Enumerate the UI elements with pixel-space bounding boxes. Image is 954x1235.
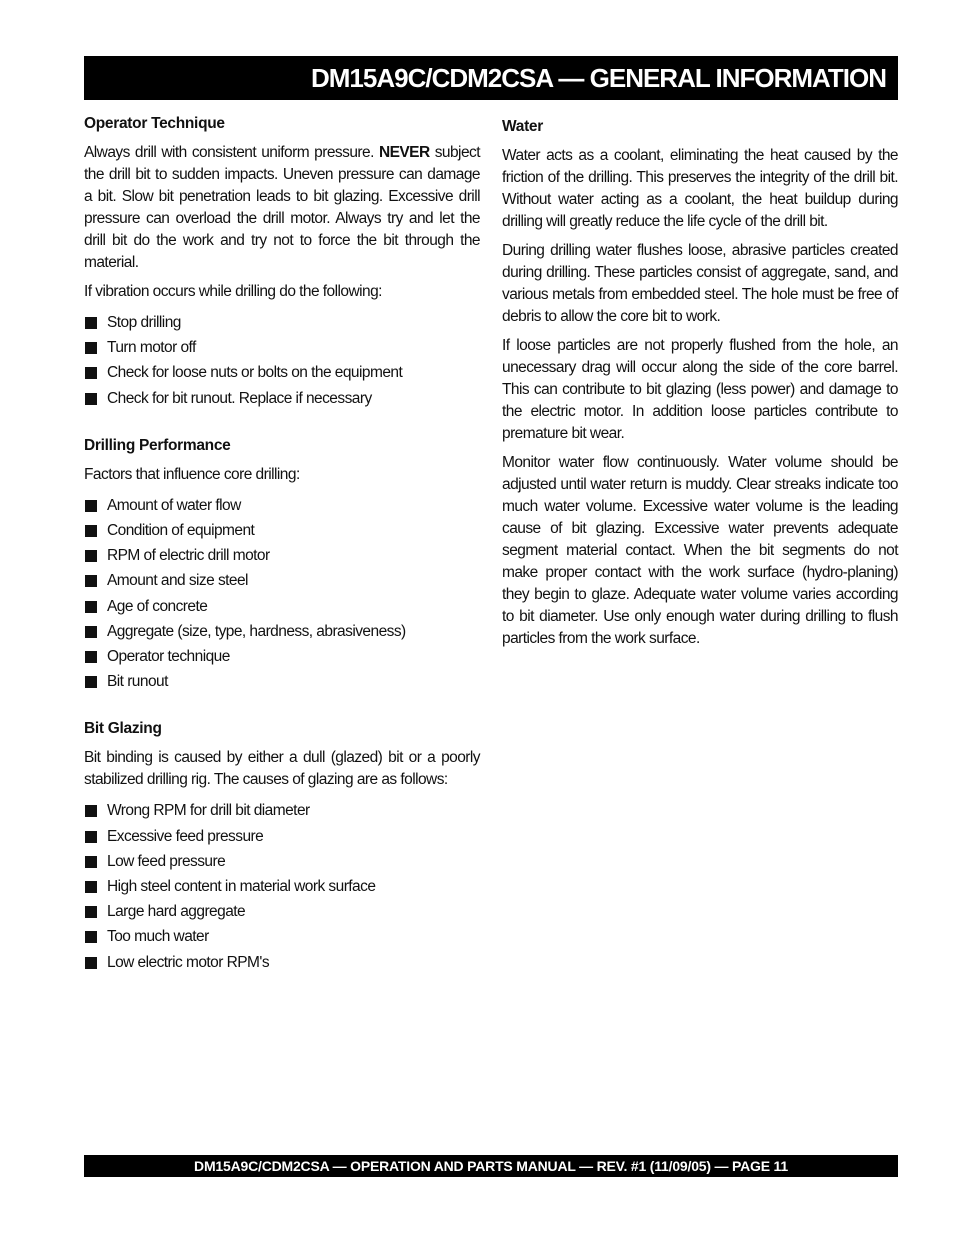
- list-item-text: Turn motor off: [107, 339, 196, 357]
- square-bullet-icon: [85, 805, 97, 817]
- list-item-text: Age of concrete: [107, 597, 208, 615]
- square-bullet-icon: [85, 550, 97, 562]
- list-item-text: Wrong RPM for drill bit diameter: [107, 802, 310, 820]
- page-footer: [84, 1155, 898, 1177]
- list-item-text: Check for loose nuts or bolts on the equipment: [107, 364, 403, 382]
- list-item: [84, 849, 480, 874]
- left-column: [84, 114, 480, 975]
- square-bullet-icon: [85, 317, 97, 329]
- list-item: [84, 874, 480, 899]
- list-item: [84, 543, 480, 568]
- list-item: [84, 568, 480, 593]
- list-item-text: Excessive feed pressure: [107, 827, 264, 845]
- list-item: [84, 594, 480, 619]
- list-item: [84, 518, 480, 543]
- square-bullet-icon: [85, 856, 97, 868]
- square-bullet-icon: [85, 575, 97, 587]
- section-operator-technique: [84, 114, 480, 411]
- list-item-text: Aggregate (size, type, hardness, abrasiveness): [107, 622, 406, 640]
- paragraph: During drilling water flushes loose, abrasive particles created during drilling. These particles consist of aggregate, sand, and various metals from embedded steel. The hole must be free of debris to allow the core bit to work.: [502, 242, 898, 325]
- square-bullet-icon: [85, 957, 97, 969]
- section-heading: Water: [502, 118, 543, 135]
- list-item-text: Amount and size steel: [107, 572, 248, 590]
- paragraph: [84, 142, 480, 274]
- list-item: [84, 644, 480, 669]
- list-item: [84, 669, 480, 694]
- section-heading: Drilling Performance: [84, 436, 231, 454]
- list-item: [84, 619, 480, 644]
- list-item-text: High steel content in material work surface: [107, 878, 376, 896]
- square-bullet-icon: [85, 525, 97, 537]
- list-item-text: Bit runout: [107, 673, 168, 691]
- section-heading: Operator Technique: [84, 115, 225, 132]
- emphasis-never: NEVER: [378, 144, 430, 161]
- paragraph: Water acts as a coolant, eliminating the heat caused by the friction of the drilling. This preserves the integrity of the drill bit. Without water acting as a coolant, the heat buildup during drilling will greatly reduce the life cycle of the drill bit.: [502, 147, 898, 230]
- bullet-list: [84, 310, 480, 411]
- list-item-text: Check for bit runout. Replace if necessary: [107, 389, 372, 407]
- square-bullet-icon: [85, 342, 97, 354]
- list-item: [84, 950, 480, 975]
- square-bullet-icon: [85, 931, 97, 943]
- section-heading: Bit Glazing: [84, 720, 162, 738]
- list-item-text: Large hard aggregate: [107, 903, 246, 921]
- list-item-text: Operator technique: [107, 648, 230, 666]
- right-column: [502, 117, 898, 657]
- square-bullet-icon: [85, 651, 97, 663]
- page-header: [84, 56, 898, 100]
- list-item: [84, 386, 480, 411]
- square-bullet-icon: [85, 367, 97, 379]
- list-item-text: RPM of electric drill motor: [107, 547, 270, 565]
- paragraph-text: Always drill with consistent uniform pressure.: [84, 144, 374, 161]
- list-item: [84, 824, 480, 849]
- square-bullet-icon: [85, 676, 97, 688]
- square-bullet-icon: [85, 626, 97, 638]
- section-drilling-performance: [84, 436, 480, 695]
- list-item-text: Low electric motor RPM's: [107, 953, 270, 971]
- section-bit-glazing: [84, 719, 480, 974]
- paragraph: If vibration occurs while drilling do the following:: [84, 283, 382, 300]
- paragraph-text: subject the drill bit to sudden impacts. Uneven pressure can damage a bit. Slow bit penetration leads to bit glazing. Excessive drill pressure can overload the drill motor. Always try and let the drill bit do the work and try not to force the bit through the material.: [84, 144, 480, 271]
- square-bullet-icon: [85, 500, 97, 512]
- list-item: [84, 798, 480, 823]
- paragraph: Bit binding is caused by either a dull (glazed) bit or a poorly stabilized drilling rig. The causes of glazing are as follows:: [84, 749, 480, 789]
- list-item: [84, 335, 480, 360]
- list-item: [84, 899, 480, 924]
- list-item-text: Too much water: [107, 928, 209, 946]
- list-item-text: Condition of equipment: [107, 522, 255, 540]
- page-title: DM15A9C/CDM2CSA — GENERAL INFORMATION: [310, 62, 886, 93]
- list-item: [84, 360, 480, 385]
- list-item: [84, 493, 480, 518]
- square-bullet-icon: [85, 601, 97, 613]
- square-bullet-icon: [85, 831, 97, 843]
- section-water: [502, 117, 898, 650]
- square-bullet-icon: [85, 906, 97, 918]
- list-item-text: Low feed pressure: [107, 852, 226, 870]
- bullet-list: [84, 493, 480, 695]
- bullet-list: [84, 798, 480, 974]
- square-bullet-icon: [85, 393, 97, 405]
- list-item: [84, 310, 480, 335]
- list-item-text: Amount of water flow: [107, 496, 241, 514]
- list-item: [84, 924, 480, 949]
- paragraph: If loose particles are not properly flushed from the hole, an unecessary drag will occur along the side of the core barrel. This can contribute to bit glazing (less power) and damage to the electric motor. In addition loose particles contribute to premature bit wear.: [502, 337, 898, 442]
- square-bullet-icon: [85, 881, 97, 893]
- paragraph: Monitor water flow continuously. Water volume should be adjusted until water return is muddy. Clear streaks indicate too much water volume. Excessive water volume is the leading cause of bit glazing. Excessive water prevents adequate segment material contact. When the bit segments do not make proper contact with the work surface (hydro-planing) they begin to glaze. Adequate water volume varies according to bit diameter. Use only enough water during drilling to flush particles from the work surface.: [502, 454, 898, 647]
- paragraph: Factors that influence core drilling:: [84, 465, 300, 483]
- footer-text: DM15A9C/CDM2CSA — OPERATION AND PARTS MANUAL — REV. #1 (11/09/05) — PAGE 11: [194, 1158, 788, 1174]
- list-item-text: Stop drilling: [107, 314, 181, 331]
